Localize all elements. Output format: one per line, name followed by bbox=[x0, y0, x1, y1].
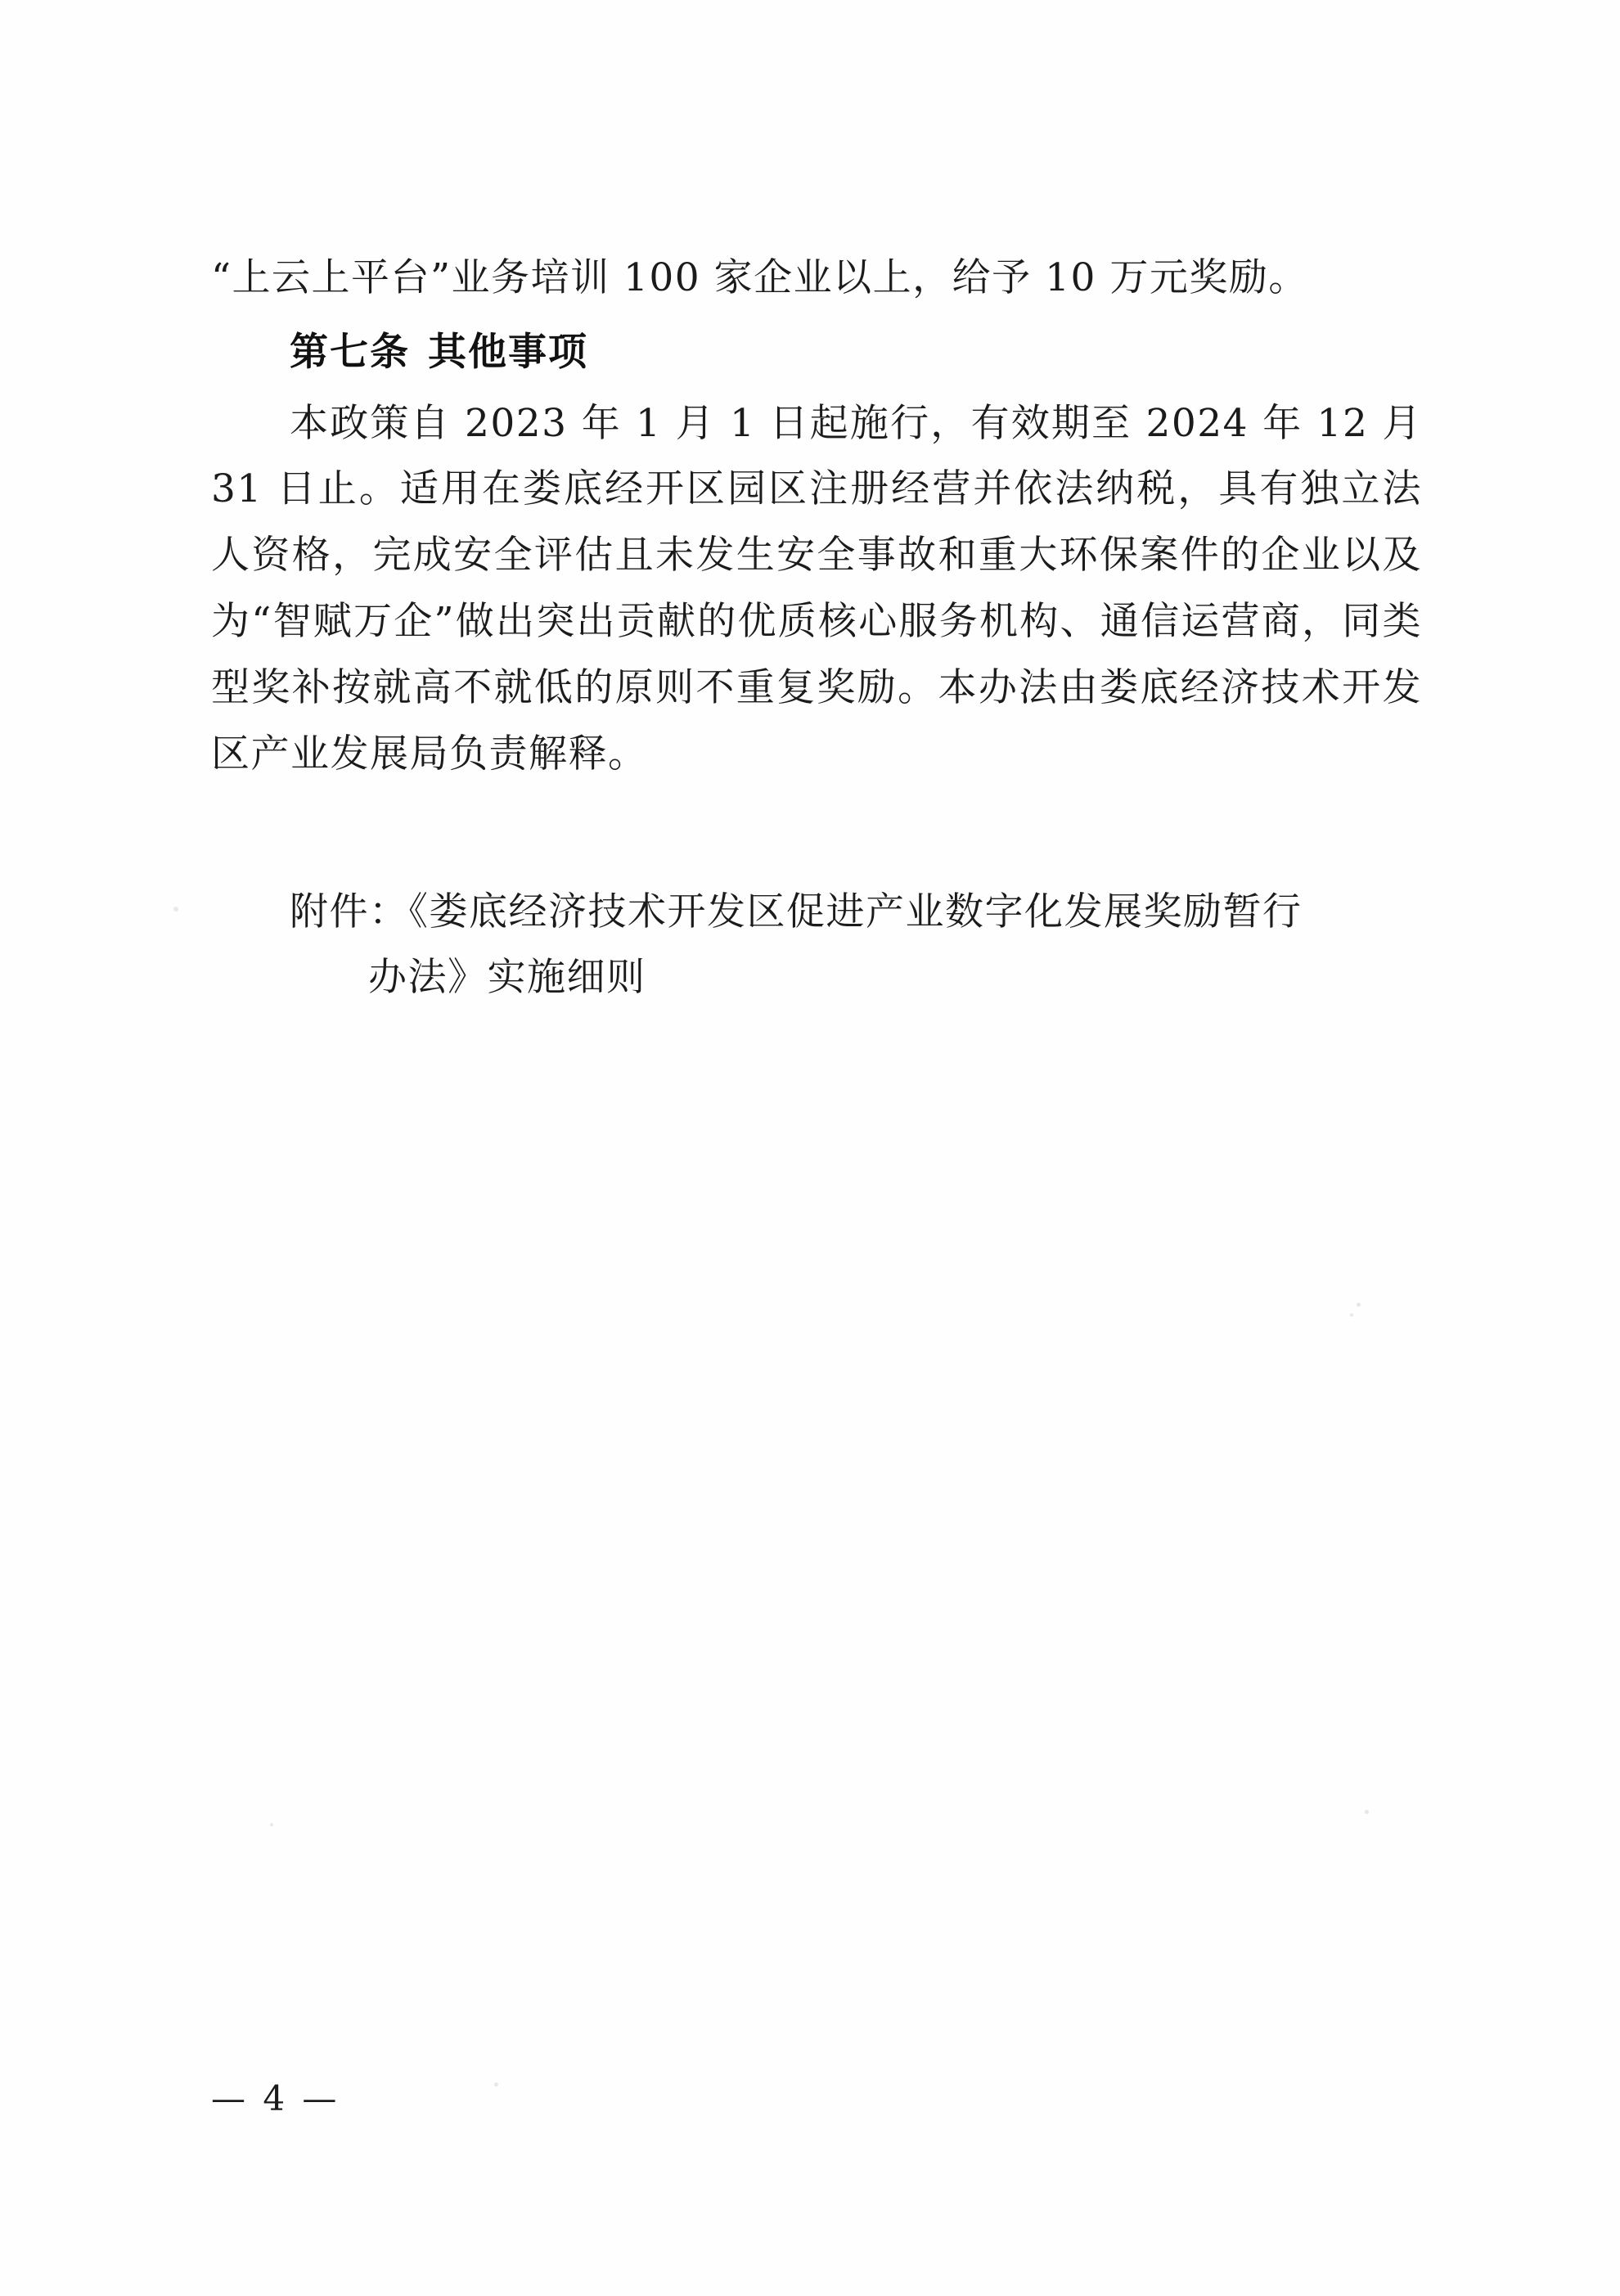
paragraph-effective-period: 本政策自 2023 年 1 月 1 日起施行，有效期至 2024 年 12 月 31 日止。适用在娄底经开区园区注册经营并依法纳税，具有独立法人资格，完成安全评估且未发生安全事故和重大环保案件的企业以及为“智赋万企”做出突出贡献的优质核心服务机构、通信运营商，同类型奖补按就高不就低的原则不重复奖励。本办法由娄底经济技术开发区产业发展局负责解释。 bbox=[211, 400, 1422, 777]
article-seven-label: 第七条 bbox=[290, 329, 410, 375]
article-seven-title: 其他事项 bbox=[428, 329, 588, 375]
paper-speck bbox=[1357, 1303, 1361, 1307]
document-body bbox=[211, 245, 1422, 1011]
attachment-block bbox=[211, 880, 1422, 1012]
attachment-label: 附件： bbox=[290, 889, 409, 934]
paper-speck bbox=[1365, 1810, 1369, 1814]
attachment-title-line2: 办法》实施细则 bbox=[368, 955, 646, 1001]
paper-speck bbox=[173, 907, 178, 912]
paragraph-continued: “上云上平台”业务培训 100 家企业以上，给予 10 万元奖励。 bbox=[211, 255, 1308, 300]
article-seven-heading bbox=[211, 320, 1422, 386]
page-number: — 4 — bbox=[211, 2078, 340, 2118]
page-footer bbox=[211, 2078, 1422, 2118]
paper-speck bbox=[1350, 1313, 1353, 1317]
paper-speck bbox=[270, 1823, 273, 1826]
attachment-title-line1: 《娄底经济技术开发区促进产业数字化发展奖励暂行 bbox=[408, 889, 1303, 934]
